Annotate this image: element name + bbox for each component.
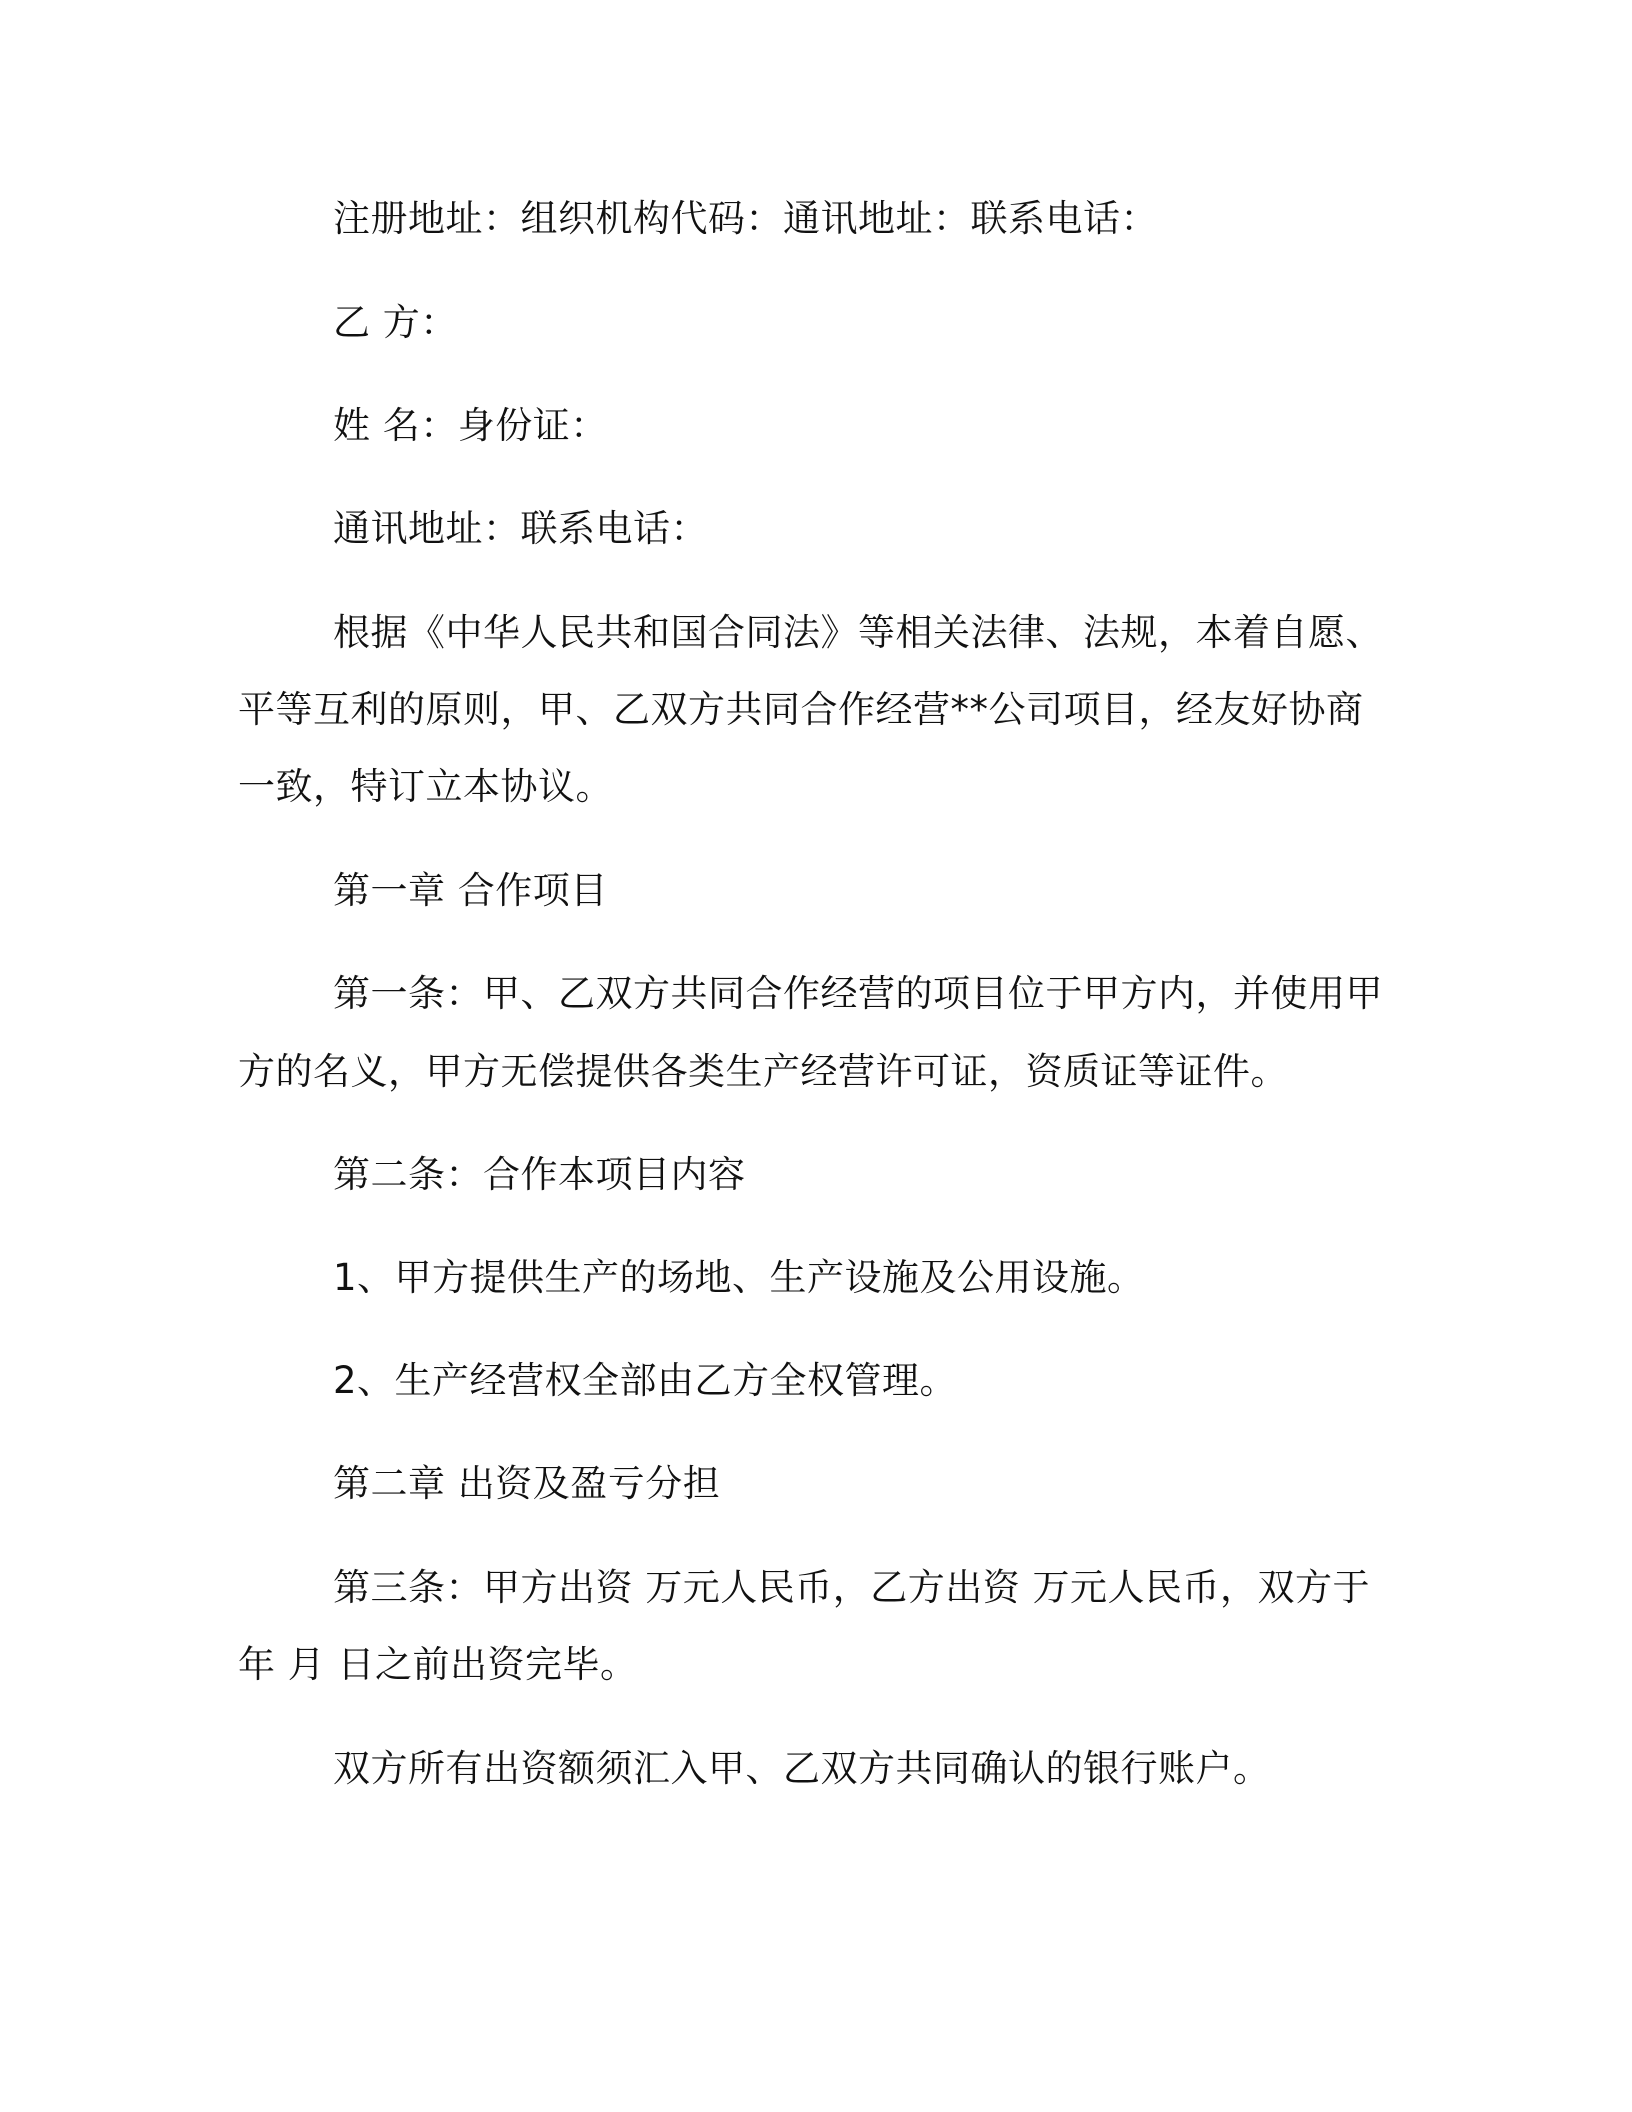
chapter-1-heading: 第一章 合作项目 bbox=[333, 869, 608, 912]
article-1-line-1: 第一条：甲、乙双方共同合作经营的项目位于甲方内，并使用甲 bbox=[333, 972, 1383, 1015]
article-3-line-2: 年 月 日之前出资完毕。 bbox=[238, 1643, 638, 1686]
article-1-line-2: 方的名义，甲方无偿提供各类生产经营许可证，资质证等证件。 bbox=[238, 1050, 1288, 1093]
party-a-registration-line: 注册地址：组织机构代码：通讯地址：联系电话： bbox=[333, 197, 1158, 240]
party-b-heading: 乙 方： bbox=[333, 301, 458, 344]
preamble-line-1: 根据《中华人民共和国合同法》等相关法律、法规，本着自愿、 bbox=[333, 611, 1383, 654]
preamble-line-3: 一致，特订立本协议。 bbox=[238, 765, 613, 808]
party-b-contact-line: 通讯地址：联系电话： bbox=[333, 507, 708, 550]
preamble-line-2: 平等互利的原则，甲、乙双方共同合作经营**公司项目，经友好协商 bbox=[238, 688, 1364, 731]
article-3-line-1: 第三条：甲方出资 万元人民币，乙方出资 万元人民币，双方于 bbox=[333, 1566, 1371, 1609]
party-b-name-id-line: 姓 名：身份证： bbox=[333, 404, 608, 447]
article-2-heading: 第二条：合作本项目内容 bbox=[333, 1153, 746, 1196]
article-2-item-1: 1、甲方提供生产的场地、生产设施及公用设施。 bbox=[333, 1256, 1145, 1299]
bank-account-line: 双方所有出资额须汇入甲、乙双方共同确认的银行账户。 bbox=[333, 1747, 1271, 1790]
chapter-2-heading: 第二章 出资及盈亏分担 bbox=[333, 1462, 721, 1505]
article-2-item-2: 2、生产经营权全部由乙方全权管理。 bbox=[333, 1359, 958, 1402]
